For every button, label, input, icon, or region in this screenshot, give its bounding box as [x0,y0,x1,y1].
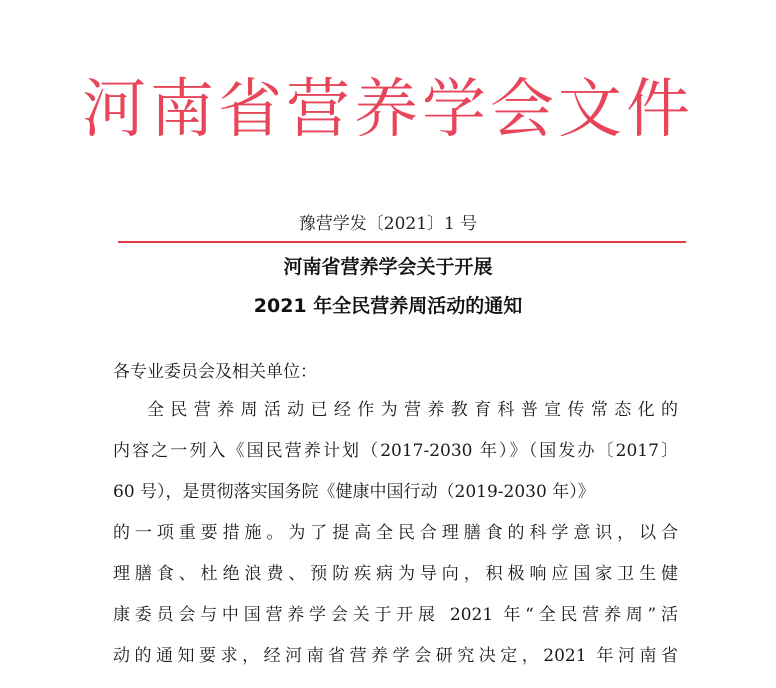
body-line-1: 全民营养周活动已经作为营养教育科普宣传常态化的 [147,400,678,420]
document-number: 豫营学发〔2021〕1 号 [298,214,478,234]
red-divider-line [118,241,686,243]
masthead-title: 河南省营养学会文件 [82,73,694,147]
body-line-5: 理膳食、杜绝浪费、预防疾病为导向，积极响应国家卫生健 [113,564,678,584]
salutation: 各专业委员会及相关单位： [113,362,317,382]
body-line-4: 的一项重要措施。为了提高全民合理膳食的科学意识，以合 [113,523,678,543]
body-line-6: 康委员会与中国营养学会关于开展 2021 年“全民营养周”活 [113,605,678,625]
body-line-2: 内容之一列入《国民营养计划（2017-2030 年）》（国发办〔2017〕 [113,441,678,461]
notice-title-line-1: 河南省营养学会关于开展 [283,256,493,278]
body-line-3: 60 号），是贯彻落实国务院《健康中国行动（2019-2030 年）》 [113,482,595,502]
notice-title-line-2: 2021 年全民营养周活动的通知 [253,295,523,317]
body-line-7: 动的通知要求，经河南省营养学会研究决定，2021 年河南省 [113,646,678,666]
